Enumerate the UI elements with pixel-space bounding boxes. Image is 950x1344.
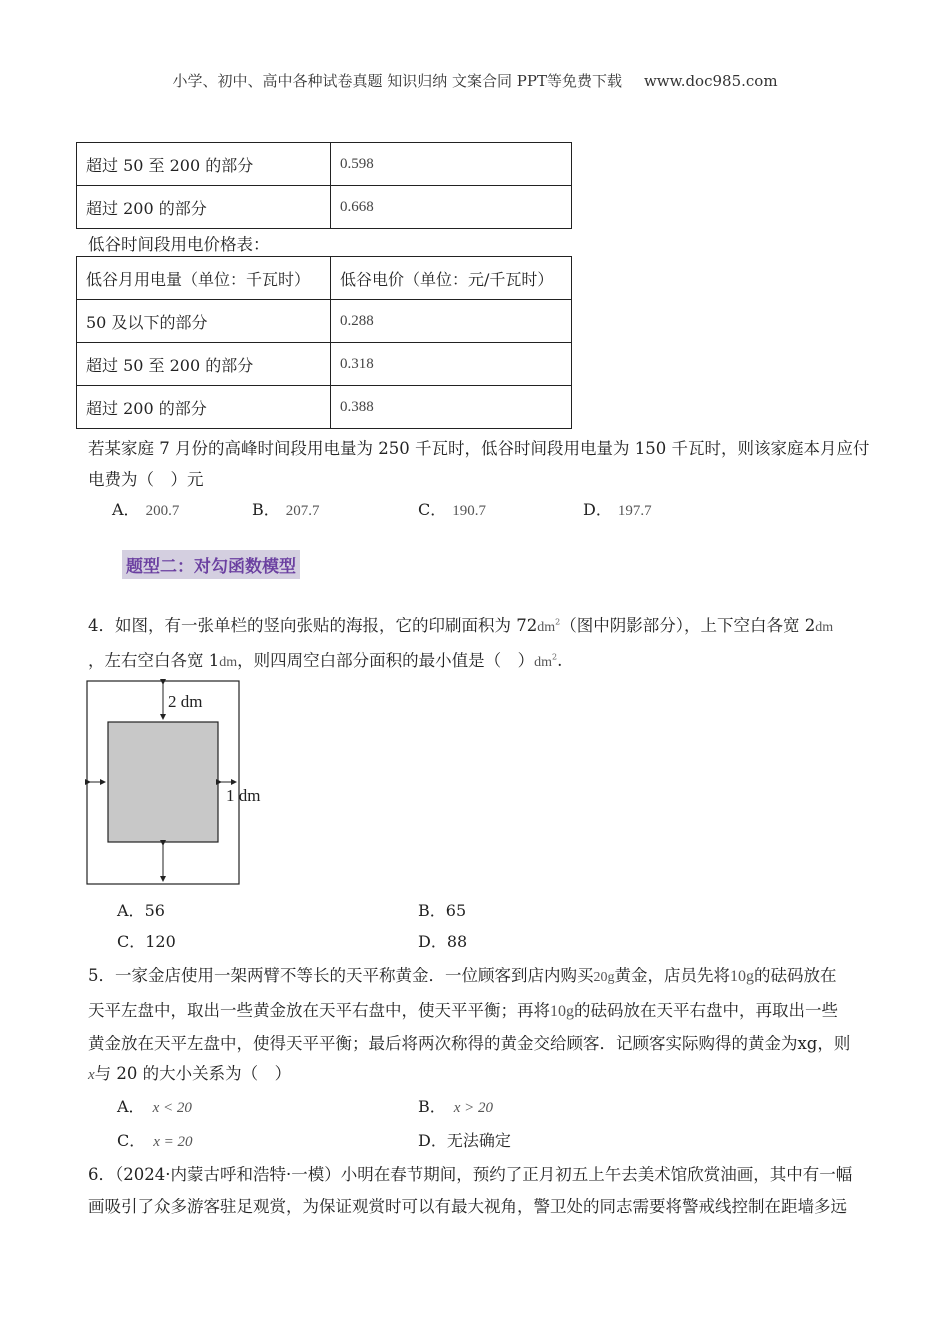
table-row bbox=[77, 143, 572, 186]
valley-caption: 低谷时间段用电价格表： bbox=[88, 235, 270, 254]
q3-option-a[interactable]: A． 200.7 bbox=[112, 500, 180, 519]
price-cell: 0.598 bbox=[331, 143, 572, 186]
table-row bbox=[77, 186, 572, 229]
q5-line-4: x与 20 的大小关系为（ ） bbox=[88, 1064, 292, 1083]
range-cell: 超过 50 至 200 的部分 bbox=[77, 143, 331, 186]
q3-option-b[interactable]: B． 207.7 bbox=[252, 500, 320, 519]
q5-line-3: 黄金放在天平左盘中，使得天平平衡；最后将两次称得的黄金交给顾客．记顾客实际购得的黄金为xg，则 bbox=[88, 1034, 851, 1053]
q5-option-c[interactable]: C． x = 20 bbox=[117, 1131, 193, 1150]
q4-option-d[interactable]: D．88 bbox=[418, 932, 468, 951]
q3-option-d[interactable]: D． 197.7 bbox=[583, 500, 652, 519]
range-cell: 50 及以下的部分 bbox=[77, 300, 331, 343]
page-header bbox=[0, 70, 950, 91]
column-header: 低谷月用电量（单位：千瓦时） bbox=[77, 257, 331, 300]
price-cell: 0.288 bbox=[331, 300, 572, 343]
q3-line-2: 电费为（ ）元 bbox=[88, 470, 204, 489]
section-title: 题型二：对勾函数模型 bbox=[122, 550, 300, 579]
q4-option-b[interactable]: B．65 bbox=[418, 901, 467, 920]
price-cell: 0.668 bbox=[331, 186, 572, 229]
table-row bbox=[77, 343, 572, 386]
table-row bbox=[77, 386, 572, 429]
header-url[interactable]: www.doc985.com bbox=[643, 72, 778, 90]
side-margin-label: 1 dm bbox=[226, 786, 261, 805]
q4-line-2: ，左右空白各宽 1dm，则四周空白部分面积的最小值是（ ）$dm^2$. bbox=[88, 651, 563, 670]
q3-option-c[interactable]: C． 190.7 bbox=[418, 500, 486, 519]
q5-option-b[interactable]: B． x > 20 bbox=[418, 1097, 494, 1116]
range-cell: 超过 50 至 200 的部分 bbox=[77, 343, 331, 386]
q4-option-c[interactable]: C．120 bbox=[117, 932, 176, 951]
range-cell: 超过 200 的部分 bbox=[77, 186, 331, 229]
q4-option-a[interactable]: A．56 bbox=[117, 901, 165, 920]
column-header: 低谷电价（单位：元/千瓦时） bbox=[331, 257, 572, 300]
price-cell: 0.318 bbox=[331, 343, 572, 386]
header-text: 小学、初中、高中各种试卷真题 知识归纳 文案合同 PPT等免费下载 bbox=[172, 72, 622, 90]
q5-line-2: 天平左盘中，取出一些黄金放在天平右盘中，使天平平衡；再将10g的砝码放在天平右盘中，再取出一些 bbox=[88, 1001, 838, 1020]
q3-line-1: 若某家庭 7 月份的高峰时间段用电量为 250 千瓦时，低谷时间段用电量为 150 千瓦时，则该家庭本月应付 bbox=[88, 439, 870, 458]
print-area-shaded bbox=[108, 722, 218, 842]
q5-option-d[interactable]: D．无法确定 bbox=[418, 1131, 511, 1150]
top-margin-label: 2 dm bbox=[168, 692, 203, 711]
table-header-row bbox=[77, 257, 572, 300]
price-cell: 0.388 bbox=[331, 386, 572, 429]
table-row bbox=[77, 300, 572, 343]
q5-line-1: 5．一家金店使用一架两臂不等长的天平称黄金．一位顾客到店内购买20g黄金，店员先将10g的砝码放在 bbox=[88, 966, 837, 985]
range-cell: 超过 200 的部分 bbox=[77, 386, 331, 429]
q6-line-2: 画吸引了众多游客驻足观赏，为保证观赏时可以有最大视角，警卫处的同志需要将警戒线控制在距墙多远 bbox=[88, 1197, 847, 1216]
peak-price-table bbox=[76, 142, 572, 229]
q6-line-1: 6．（2024·内蒙古呼和浩特·一模）小明在春节期间，预约了正月初五上午去美术馆欣赏油画，其中有一幅 bbox=[88, 1165, 853, 1184]
q4-line-1: 4．如图，有一张单栏的竖向张贴的海报，它的印刷面积为 $72dm^2$（图中阴影部分），上下空白各宽 2dm bbox=[88, 616, 834, 635]
q5-option-a[interactable]: A． x < 20 bbox=[117, 1097, 192, 1116]
valley-price-table bbox=[76, 256, 572, 429]
